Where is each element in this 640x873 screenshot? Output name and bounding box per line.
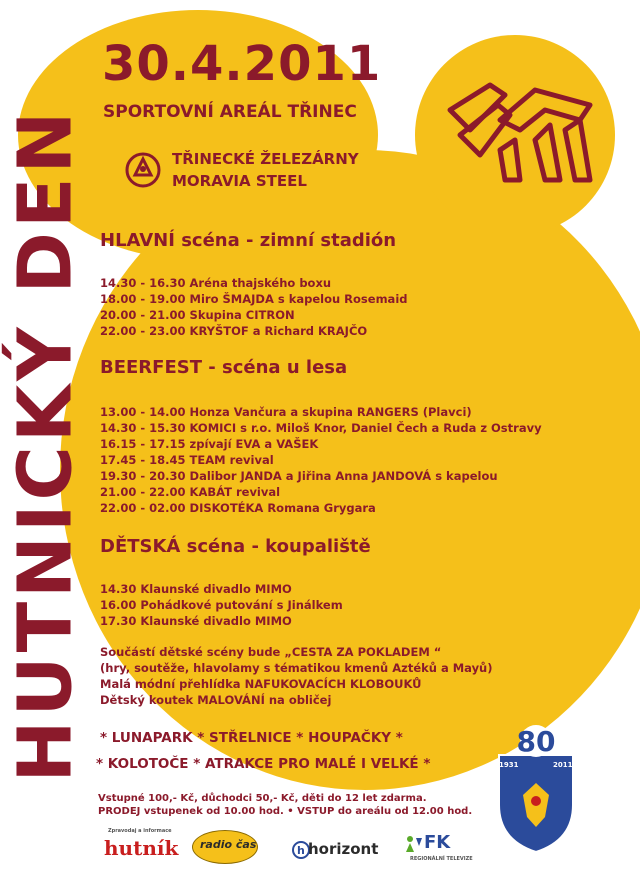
- anniversary-badge: [495, 725, 577, 855]
- event-title: HUTNICKÝ DEN: [2, 107, 88, 783]
- radio-cas-logo-text: radio čas: [200, 838, 257, 851]
- svg-text:h: h: [297, 844, 305, 857]
- event-logo-icon: [440, 70, 600, 200]
- list-item: 13.00 - 14.00 Honza Vančura a skupina RANGERS (Plavci): [100, 405, 472, 419]
- fk-logo-text: FK: [424, 832, 451, 853]
- anniversary-year-start: 1931: [499, 761, 519, 769]
- list-item: 17.30 Klaunské divadlo MIMO: [100, 614, 292, 628]
- hutnik-logo-text: hutník: [104, 836, 179, 860]
- sponsor-line-1: TŘINECKÉ ŽELEZÁRNY: [172, 150, 359, 168]
- section-title-main-stage: HLAVNÍ scéna - zimní stadión: [100, 230, 397, 251]
- list-item: 14.30 Klaunské divadlo MIMO: [100, 582, 292, 596]
- list-item: 20.00 - 21.00 Skupina CITRON: [100, 308, 295, 322]
- kids-note: Součástí dětské scény bude „CESTA ZA POKLADEM “: [100, 645, 442, 659]
- list-item: 16.15 - 17.15 zpívají EVA a VAŠEK: [100, 437, 319, 451]
- list-item: 14.30 - 16.30 Aréna thajského boxu: [100, 276, 332, 290]
- fk-logo: [404, 832, 484, 868]
- anniversary-number: 80: [516, 725, 556, 758]
- list-item: 16.00 Pohádkové putování s Jinálkem: [100, 598, 343, 612]
- footer-prices: Vstupné 100,- Kč, důchodci 50,- Kč, děti do 12 let zdarma.: [98, 793, 427, 804]
- vertical-title: [2, 45, 88, 845]
- footer-times: PRODEJ vstupenek od 10.00 hod. • VSTUP do areálu od 12.00 hod.: [98, 806, 473, 817]
- trinecke-zelezarny-logo-icon: [124, 151, 162, 189]
- sponsor-line-2: MORAVIA STEEL: [172, 172, 307, 190]
- section-title-kids-stage: DĚTSKÁ scéna - koupaliště: [100, 536, 371, 557]
- fk-logo-subtitle: REGIONÁLNÍ TELEVIZE: [410, 856, 473, 862]
- list-item: 14.30 - 15.30 KOMICI s r.o. Miloš Knor, Daniel Čech a Ruda z Ostravy: [100, 421, 542, 435]
- event-venue: SPORTOVNÍ AREÁL TŘINEC: [103, 102, 357, 122]
- attractions-line-2: * KOLOTOČE * ATRAKCE PRO MALÉ I VELKÉ *: [96, 756, 431, 772]
- list-item: 18.00 - 19.00 Miro ŠMAJDA s kapelou Rosemaid: [100, 292, 408, 306]
- section-title-beerfest: BEERFEST - scéna u lesa: [100, 357, 348, 378]
- kids-note: (hry, soutěže, hlavolamy s tématikou kmenů Aztéků a Mayů): [100, 661, 493, 675]
- kids-note: Dětský koutek MALOVÁNÍ na obličej: [100, 693, 332, 707]
- anniversary-year-end: 2011: [553, 761, 573, 769]
- fk-logo-icon: [404, 834, 424, 854]
- list-item: 17.45 - 18.45 TEAM revival: [100, 453, 274, 467]
- horizont-logo-text: horizont: [308, 840, 379, 858]
- list-item: 22.00 - 23.00 KRYŠTOF a Richard KRAJČO: [100, 324, 368, 338]
- attractions-line-1: * LUNAPARK * STŘELNICE * HOUPAČKY *: [100, 730, 403, 746]
- kids-note: Malá módní přehlídka NAFUKOVACÍCH KLOBOUKŮ: [100, 677, 422, 691]
- horizont-logo: [292, 838, 379, 864]
- event-date: 30.4.2011: [102, 36, 382, 92]
- list-item: 22.00 - 02.00 DISKOTÉKA Romana Grygara: [100, 501, 376, 515]
- list-item: 19.30 - 20.30 Dalibor JANDA a Jiřina Anna JANDOVÁ s kapelou: [100, 469, 498, 483]
- list-item: 21.00 - 22.00 KABÁT revival: [100, 485, 281, 499]
- hutnik-logo-caption: Zpravodaj a informace: [108, 828, 172, 834]
- hutnik-logo: [100, 826, 180, 866]
- radio-cas-logo: [192, 830, 258, 864]
